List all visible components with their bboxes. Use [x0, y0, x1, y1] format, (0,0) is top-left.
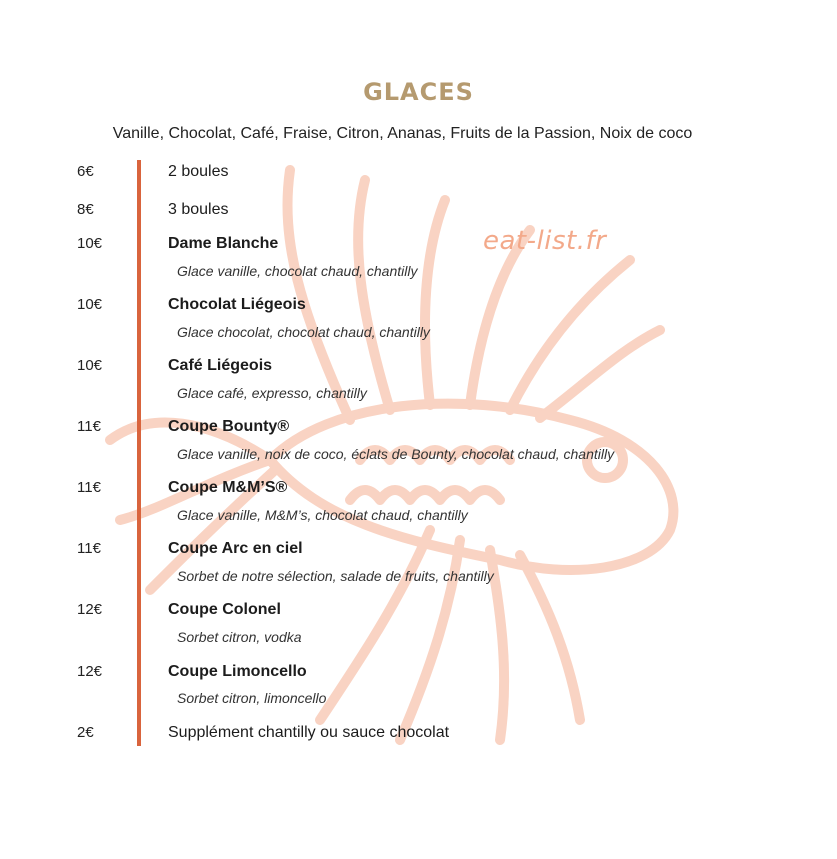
price: 12€: [77, 601, 103, 618]
item-description: Glace café, expresso, chantilly: [177, 385, 367, 401]
item-description: Sorbet de notre sélection, salade de fruits, chantilly: [177, 568, 494, 584]
item-description: Glace vanille, M&M’s, chocolat chaud, chantilly: [177, 507, 468, 523]
price: 10€: [77, 296, 103, 313]
item-name: Coupe Bounty®: [168, 418, 290, 435]
item-description: Glace vanille, noix de coco, éclats de Bounty, chocolat chaud, chantilly: [177, 446, 615, 462]
page-title: GLACES: [363, 78, 474, 106]
item-name: Coupe Colonel: [168, 601, 281, 618]
item-description: Sorbet citron, limoncello: [177, 690, 327, 706]
price: 12€: [77, 663, 103, 680]
price: 10€: [77, 235, 103, 252]
price: 6€: [77, 163, 94, 180]
item-name: Coupe Arc en ciel: [168, 540, 303, 557]
item-name: 2 boules: [168, 163, 229, 180]
price: 11€: [77, 418, 101, 435]
item-name: Chocolat Liégeois: [168, 296, 306, 313]
item-name: Dame Blanche: [168, 235, 279, 252]
price: 2€: [77, 724, 94, 741]
item-name: Café Liégeois: [168, 357, 273, 374]
item-description: Sorbet citron, vodka: [177, 629, 302, 645]
item-name: Coupe Limoncello: [168, 663, 307, 680]
price: 11€: [77, 479, 101, 496]
item-name: Supplément chantilly ou sauce chocolat: [168, 724, 450, 741]
vertical-divider: [137, 160, 141, 746]
flavors-list: Vanille, Chocolat, Café, Fraise, Citron, Ananas, Fruits de la Passion, Noix de coco: [112, 125, 693, 142]
price: 11€: [77, 540, 101, 557]
item-name: Coupe M&M’S®: [168, 479, 288, 496]
item-description: Glace vanille, chocolat chaud, chantilly: [177, 263, 418, 279]
price: 8€: [77, 201, 94, 218]
watermark-text: eat-list.fr: [483, 226, 607, 256]
item-name: 3 boules: [168, 201, 229, 218]
price: 10€: [77, 357, 103, 374]
item-description: Glace chocolat, chocolat chaud, chantilly: [177, 324, 430, 340]
